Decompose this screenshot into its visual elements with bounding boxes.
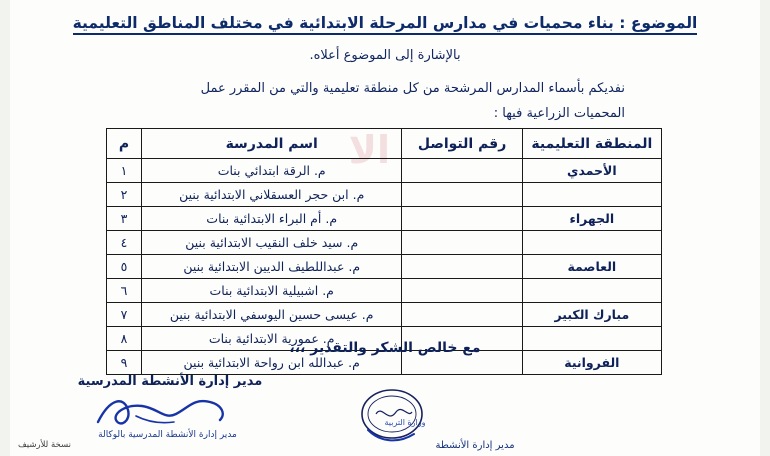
table-header-row [107,129,662,159]
header-phone: رقم التواصل [402,129,522,159]
cell-phone [402,159,522,183]
cell-num: ٥ [107,255,142,279]
cell-school: م. عمورية الابتدائية بنات [141,327,402,351]
cell-area: الأحمدي [522,159,661,183]
cell-school: م. عبداللطيف الديين الابتدائية بنين [141,255,402,279]
schools-table [106,128,662,375]
cell-phone [402,303,522,327]
cell-phone [402,255,522,279]
cell-num: ٤ [107,231,142,255]
page-edge-left [0,0,10,456]
reference-line: بالإشارة إلى الموضوع أعلاه. [309,48,461,63]
cell-area: الجهراء [522,207,661,231]
body-paragraph [145,76,625,126]
cell-area: الفروانية [522,351,661,375]
cell-phone [402,207,522,231]
cell-num: ٦ [107,279,142,303]
cell-school: م. اشبيلية الابتدائية بنات [141,279,402,303]
table-row [107,183,662,207]
body-line-2: المحميات الزراعية فيها : [493,106,625,121]
cell-area: العاصمة [522,255,661,279]
handwritten-signature [90,392,230,434]
table-row [107,279,662,303]
cell-school: م. عيسى حسين اليوسفي الابتدائية بنين [141,303,402,327]
signature-title: مدير إدارة الأنشطة المدرسية [77,374,263,389]
header-area: المنطقة التعليمية [522,129,661,159]
cell-phone [402,183,522,207]
table-row [107,255,662,279]
cell-school: م. سيد خلف النقيب الابتدائية بنين [141,231,402,255]
subject-line [0,14,770,32]
closing-line: مع خالص الشكر والتقدير ،،، [289,340,481,356]
subject-label: الموضوع : [619,14,698,32]
body-line-1: نفديكم بأسماء المدارس المرشحة من كل منطقة تعليمية والتي من المقرر عمل [200,81,625,96]
watermark-text: الا [348,128,390,172]
cell-school: م. الرقة ابتدائي بنات [141,159,402,183]
cell-num: ٧ [107,303,142,327]
table-row [107,159,662,183]
cell-num: ٣ [107,207,142,231]
cell-area: مبارك الكبير [522,303,661,327]
cell-num: ٩ [107,351,142,375]
cell-school: م. ابن حجر العسقلاني الابتدائية بنين [141,183,402,207]
cell-num: ٢ [107,183,142,207]
header-school: اسم المدرسة [141,129,402,159]
table-row [107,231,662,255]
cell-school: م. عبدالله ابن رواحة الابتدائية بنين [141,351,402,375]
page-edge-right [760,0,770,456]
header-num: م [107,129,142,159]
stamp-caption: وزارة التربية [384,418,426,427]
cell-area [522,279,661,303]
center-signature-caption: مدير إدارة الأنشطة [435,440,515,451]
cell-phone [402,231,522,255]
cell-school: م. أم البراء الابتدائية بنات [141,207,402,231]
cell-area [522,231,661,255]
signature-subtitle: مدير إدارة الأنشطة المدرسية بالوكالة [98,430,237,440]
cell-num: ٨ [107,327,142,351]
subject-text: بناء محميات في مدارس المرحلة الابتدائية في مختلف المناطق التعليمية [72,14,614,32]
table-row [107,303,662,327]
corner-note: نسخة للأرشيف [18,440,71,450]
cell-area [522,183,661,207]
cell-phone [402,279,522,303]
cell-num: ١ [107,159,142,183]
table-row [107,207,662,231]
